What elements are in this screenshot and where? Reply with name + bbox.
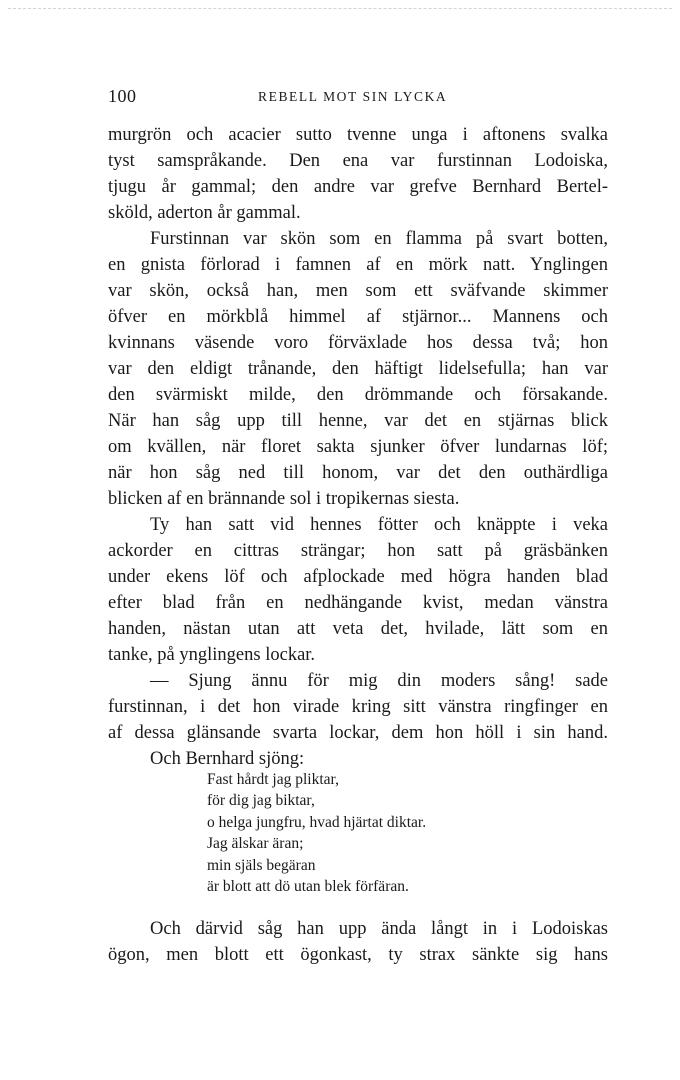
text-line: var den eldigt trånande, den häftigt lidelsefulla; han var bbox=[108, 359, 608, 379]
text-line: Furstinnan var skön som en flamma på svart botten, bbox=[150, 229, 608, 249]
text-line: tjugu år gammal; den andre var grefve Bernhard Bertel- bbox=[108, 177, 608, 197]
text-line: under ekens löf och afplockade med högra handen blad bbox=[108, 567, 608, 587]
text-line: ögon, men blott ett ögonkast, ty strax sänkte sig hans bbox=[108, 945, 608, 965]
poem-line: är blott att dö utan blek förfäran. bbox=[207, 877, 409, 895]
poem-line: Jag älskar äran; bbox=[207, 835, 304, 853]
text-line: sköld, aderton år gammal. bbox=[108, 203, 301, 223]
closing-text bbox=[108, 916, 608, 968]
text-line: ackorder en cittras strängar; hon satt på gräsbänken bbox=[108, 541, 608, 561]
scan-edge-rule bbox=[8, 8, 672, 9]
poem-verse bbox=[207, 769, 527, 897]
text-line: När han såg upp till henne, var det en stjärnas blick bbox=[108, 411, 608, 431]
text-line: om kvällen, när floret sakta sjunker öfver lundarnas löf; bbox=[108, 437, 608, 457]
text-line: Och därvid såg han upp ända långt in i Lodoiskas bbox=[150, 919, 608, 939]
text-line: öfver en mörkblå himmel af stjärnor... Mannens och bbox=[108, 307, 608, 327]
text-line: blicken af en brännande sol i tropikernas siesta. bbox=[108, 489, 460, 509]
text-line: Ty han satt vid hennes fötter och knäppte i veka bbox=[150, 515, 608, 535]
text-line: kvinnans väsende voro förväxlade hos dessa två; hon bbox=[108, 333, 608, 353]
text-line: tanke, på ynglingens lockar. bbox=[108, 645, 316, 665]
poem-line: Fast hårdt jag pliktar, bbox=[207, 771, 339, 788]
running-title: REBELL MOT SIN LYCKA bbox=[258, 89, 448, 104]
text-line: den svärmiskt milde, den drömmande och försakande. bbox=[108, 385, 608, 405]
poem-line: min själs begäran bbox=[207, 856, 316, 874]
text-line: tyst samspråkande. Den ena var furstinnan Lodoiska, bbox=[108, 151, 608, 171]
text-line: när hon såg ned till honom, var det den outhärdliga bbox=[108, 463, 608, 483]
text-line: af dessa glänsande svarta lockar, dem hon höll i sin hand. bbox=[108, 723, 608, 743]
text-line: — Sjung ännu för mig din moders sång! sade bbox=[150, 671, 608, 691]
text-line: var skön, också han, men som ett sväfvande skimmer bbox=[108, 281, 608, 301]
text-line: en gnista förlorad i famnen af en mörk natt. Ynglingen bbox=[108, 255, 608, 275]
text-line: handen, nästan utan att veta det, hvilade, lätt som en bbox=[108, 619, 608, 639]
text-line: Och Bernhard sjöng: bbox=[150, 749, 305, 769]
page-number: 100 bbox=[108, 86, 137, 106]
poem-line: för dig jag biktar, bbox=[207, 792, 315, 810]
text-line: furstinnan, i det hon virade kring sitt vänstra ringfinger en bbox=[108, 697, 608, 717]
page-header bbox=[108, 86, 608, 110]
body-text bbox=[108, 122, 608, 772]
text-line: murgrön och acacier sutto tvenne unga i aftonens svalka bbox=[108, 125, 608, 145]
poem-line: o helga jungfru, hvad hjärtat diktar. bbox=[207, 813, 427, 831]
text-line: efter blad från en nedhängande kvist, medan vänstra bbox=[108, 593, 608, 613]
